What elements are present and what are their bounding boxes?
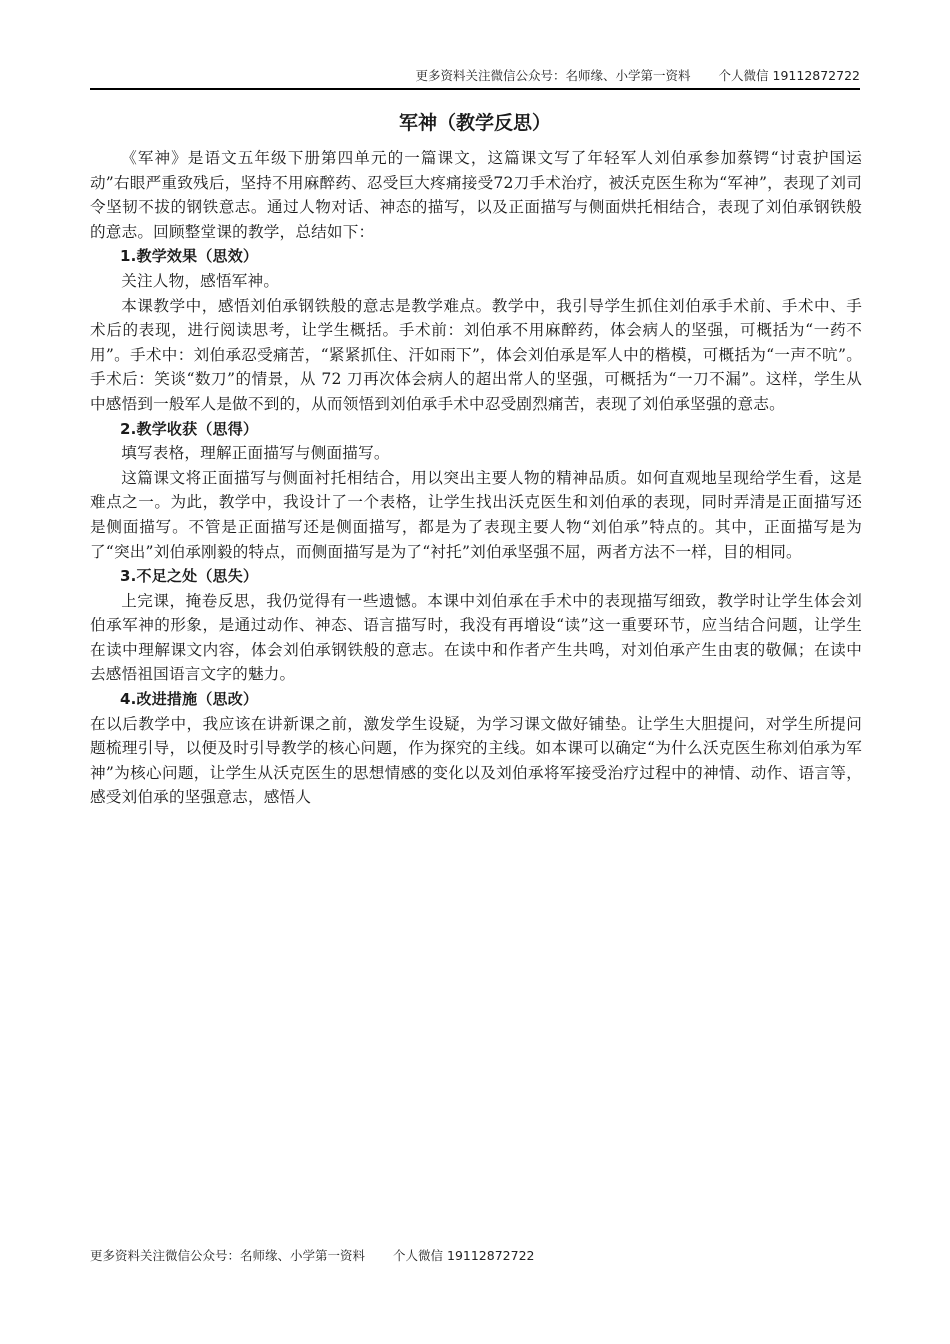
section-heading-effect: 1.教学效果（思效） xyxy=(120,247,259,266)
footer-wechat-text: 个人微信 19112872722 xyxy=(393,1248,535,1263)
section-body-gain: 这篇课文将正面描写与侧面衬托相结合，用以突出主要人物的精神品质。如何直观地呈现给学生看，这是难点之一。为此，教学中，我设计了一个表格，让学生找出沃克医生和刘伯承的表现，同时弄清是正面描写还是侧面描写。不管是正面描写还是侧面描写，都是为了表现主要人物“刘伯承”特点的。其中，正面描写是为了“突出”刘伯承刚毅的特点，而侧面描写是为了“衬托”刘伯承坚强不屈，两者方法不一样，目的相同。 xyxy=(90,468,862,561)
section-heading-shortcoming: 3.不足之处（思失） xyxy=(120,567,259,586)
document-title: 军神（教学反思） xyxy=(398,112,551,134)
section-heading-gain: 2.教学收获（思得） xyxy=(120,419,259,438)
section-body-effect: 本课教学中，感悟刘伯承钢铁般的意志是教学难点。教学中，我引导学生抓住刘伯承手术前、手术中、手术后的表现，进行阅读思考，让学生概括。手术前：刘伯承不用麻醉药，体会病人的坚强，可概括为“一药不用”。手术中：刘伯承忍受痛苦，“紧紧抓住、汗如雨下”，体会刘伯承是军人中的楷模，可概括为“一声不吭”。手术后：笑谈“数刀”的情景，从 72 刀再次体会病人的超出常人的坚强，可概括为“一刀不漏”。这样，学生从中感悟到一般军人是做不到的，从而领悟到刘伯承手术中忍受剧烈痛苦，表现了刘伯承坚强的意志。 xyxy=(90,296,862,413)
intro-paragraph: 《军神》是语文五年级下册第四单元的一篇课文，这篇课文写了年轻军人刘伯承参加蔡锷“讨袁护国运动”右眼严重致残后，坚持不用麻醉药、忍受巨大疼痛接受72刀手术治疗，被沃克医生称为“军神”，表现了刘司令坚韧不拔的钢铁意志。通过人物对话、神态的描写，以及正面描写与侧面烘托相结合，表现了刘伯承钢铁般的意志。回顾整堂课的教学，总结如下： xyxy=(90,149,862,241)
section-subtitle-gain: 填写表格，理解正面描写与侧面描写。 xyxy=(121,444,390,463)
header-wechat-text: 个人微信 19112872722 xyxy=(718,68,860,83)
section-subtitle-effect: 关注人物，感悟军神。 xyxy=(121,271,280,290)
page-footer xyxy=(90,1246,534,1264)
section-heading-improvement: 4.改进措施（思改） xyxy=(120,690,259,709)
document-body xyxy=(90,146,862,810)
footer-promo-text: 更多资料关注微信公众号：名师缘、小学第一资料 xyxy=(90,1248,366,1263)
section-body-improvement: 在以后教学中，我应该在讲新课之前，激发学生设疑，为学习课文做好铺垫。让学生大胆提问，对学生所提问题梳理引导，以便及时引导教学的核心问题，作为探究的主线。如本课可以确定“为什么沃克医生称刘伯承为军神”为核心问题，让学生从沃克医生的思想情感的变化以及刘伯承将军接受治疗过程中的神情、动作、语言等，感受刘伯承的坚强意志，感悟人 xyxy=(90,714,862,807)
header-promo-text: 更多资料关注微信公众号：名师缘、小学第一资料 xyxy=(415,68,691,83)
page-header xyxy=(90,66,860,90)
section-body-shortcoming: 上完课，掩卷反思，我仍觉得有一些遗憾。本课中刘伯承在手术中的表现描写细致，教学时让学生体会刘伯承军神的形象，是通过动作、神态、语言描写时，我没有再增设“读”这一重要环节，应当结合问题，让学生在读中理解课文内容，体会刘伯承钢铁般的意志。在读中和作者产生共鸣，对刘伯承产生由衷的敬佩；在读中去感悟祖国语言文字的魅力。 xyxy=(90,591,862,684)
